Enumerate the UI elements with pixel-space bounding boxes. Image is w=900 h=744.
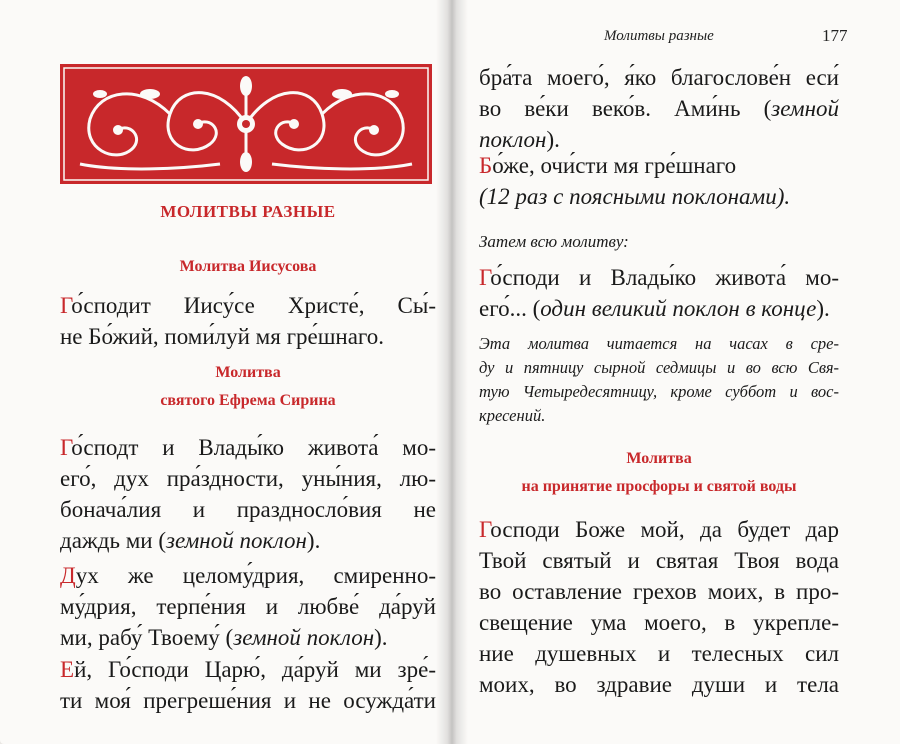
running-title: Молитвы разные — [604, 28, 714, 44]
continuation-text: бра́та моего́, я́ко благослове́н еси́ во ве́ки веко́в. Ами́нь (земной поклон). — [479, 65, 839, 152]
gospodi-prayer: Го́споди и Влады́ко живота́ мо- его́... (один великий поклон в конце). — [479, 265, 839, 321]
boje-prayer: Бо́же, очи́сти мя гре́шнаго (12 раз с поясными поклонами). — [479, 153, 791, 209]
ephrem-prayer-para3: Ей, Го́споди Царю́, да́руй ми зре́- ти моя́ прегреше́ния и не осужда́ти — [60, 657, 436, 713]
prosphora-title-2: на принятие просфоры и святой воды — [521, 478, 797, 495]
ephrem-prayer-para1: Го́сподт и Влады́ко живота́ мо- его́, дух пра́здности, уны́ния, лю- бонача́лия и празднoсло́вия не даждь ми (земной поклон). — [60, 435, 436, 553]
ephrem-prayer-para2: Дух же целому́дрия, смиренно- му́дрия, терпе́ния и любве́ да́руй ми, рабу́ Твоему́ (земной поклон). — [60, 563, 436, 650]
page-number: 177 — [822, 26, 848, 45]
prayer-title-jesus: Молитва Иисусова — [179, 258, 317, 275]
prayer-title-ephrem-1: Молитва — [215, 364, 281, 381]
prosphora-prayer-text: Господи Боже мой, да будет дар Твой святый и святая Твоя вода во оставление грехов моих, в про- свещение ума моего, в укрепле- ние душевных и телесных сил моих, во здравие души и тела — [479, 517, 839, 697]
usage-note: Эта молитва читается на часах в сре- ду и пятницу сырной седмицы и во всю Свя- тую Четыредесятницу, кроме суббот и вос- кресений. — [479, 334, 839, 425]
section-title: МОЛИТВЫ РАЗНЫЕ — [160, 202, 336, 221]
prayer-title-ephrem-2: святого Ефрема Сирина — [160, 392, 336, 409]
drop-initial: Г — [60, 293, 72, 318]
prosphora-title-1: Молитва — [626, 450, 692, 467]
jesus-prayer-text: Го́сподит Иису́се Христе́, Сы́- не Бо́жий, поми́луй мя гре́шнаго. — [60, 293, 436, 349]
right-page — [452, 0, 900, 744]
then-note: Затем всю молитву: — [479, 232, 629, 251]
floral-ornament-icon — [60, 64, 432, 184]
